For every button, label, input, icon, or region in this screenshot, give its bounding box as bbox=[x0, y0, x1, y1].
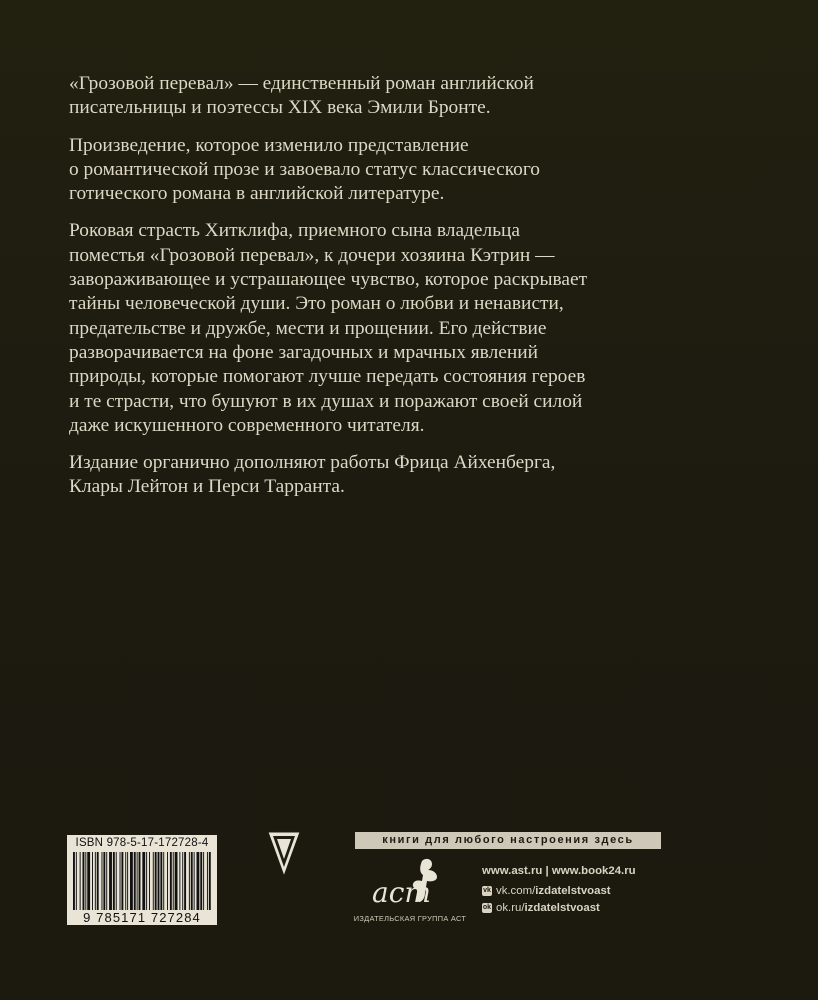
ok-icon: ok bbox=[482, 903, 492, 911]
barcode-digits: 9 785171 727284 bbox=[83, 910, 201, 925]
ast-logo-wordmark bbox=[370, 870, 431, 910]
annotation-paragraph-1: «Грозовой перевал» — единственный роман английской писательницы и поэтессы XIX века Эмили Бронте. bbox=[69, 73, 534, 119]
publisher-slogan: книги для любого настроения здесь bbox=[355, 832, 661, 849]
vk-link-prefix: vk.com/ bbox=[496, 884, 536, 897]
publisher-links bbox=[482, 862, 636, 916]
publisher-caption: ИЗДАТЕЛЬСКАЯ ГРУППА АСТ bbox=[353, 914, 467, 923]
svg-text:аст: аст bbox=[372, 876, 431, 909]
ok-link-name: izdatelstvoast bbox=[524, 901, 600, 914]
vk-icon: vk bbox=[483, 886, 491, 894]
book-annotation bbox=[69, 72, 709, 513]
annotation-paragraph-2: Произведение, которое изменило представление о романтической прозе и завоевало статус классического готического романа в английской литературе. bbox=[69, 134, 540, 205]
isbn-label: ISBN 978-5-17-172728-4 bbox=[75, 837, 209, 849]
website-links-text: www.ast.ru | www.book24.ru bbox=[482, 864, 636, 877]
ok-link[interactable] bbox=[482, 899, 636, 916]
isbn-barcode bbox=[67, 835, 217, 925]
annotation-paragraph-3: Роковая страсть Хитклифа, приемного сына владельца поместья «Грозовой перевал», к дочери хозяина Кэтрин — завораживающее и устрашающее чувство, которое раскрывает тайны человеческой души. Это роман о любви и ненависти, предательстве и дружбе, мести и прощении. Его действие разворачивается на фоне загадочных и мрачных явлений природы, которые помогают лучше передать состояния героев и те страсти, что бушуют в их душах и поражают своей силой даже искушенного современного читателя. bbox=[69, 220, 588, 436]
vk-link[interactable] bbox=[482, 882, 636, 899]
barcode-bars bbox=[73, 852, 211, 910]
annotation-paragraph-4: Издание органично дополняют работы Фрица Айхенберга, Клары Лейтон и Перси Тарранта. bbox=[69, 452, 556, 498]
age-rating-triangle-icon bbox=[266, 829, 302, 879]
ok-link-prefix: ok.ru/ bbox=[496, 901, 525, 914]
vk-link-name: izdatelstvoast bbox=[535, 884, 611, 897]
website-links[interactable] bbox=[482, 862, 636, 879]
